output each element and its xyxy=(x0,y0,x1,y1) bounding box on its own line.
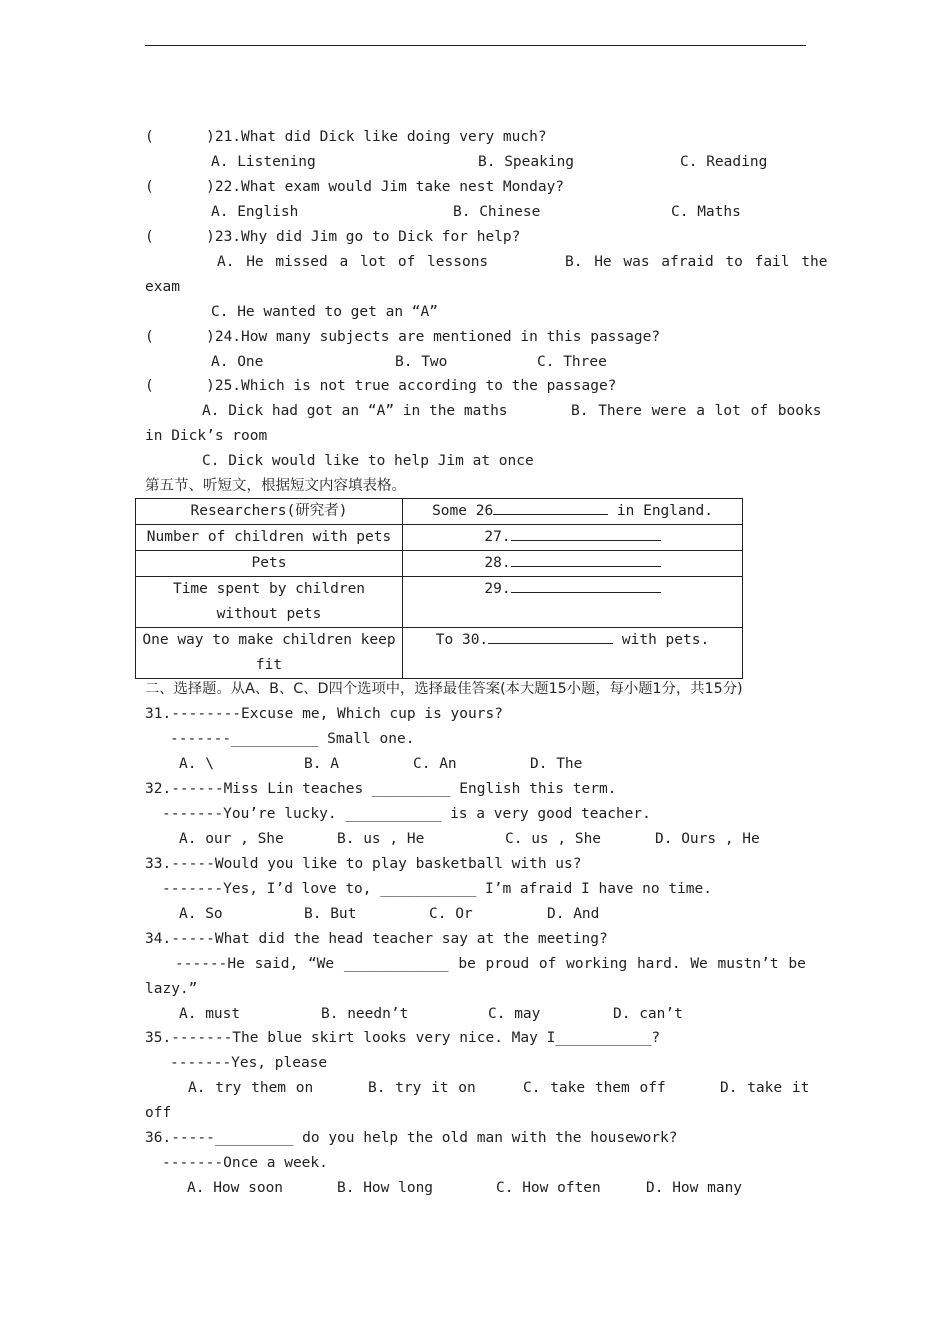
option-36c: C. How often xyxy=(496,1180,601,1196)
answer-blank-28[interactable] xyxy=(511,552,661,567)
question-31: 31.--------Excuse me, Which cup is yours? xyxy=(145,706,503,722)
option-32a: A. our , She xyxy=(179,831,284,847)
option-31d: D. The xyxy=(530,756,583,772)
table-cell: To 30. with pets. xyxy=(403,628,743,679)
option-32d: D. Ours , He xyxy=(655,831,760,847)
option-34b: B. needn’t xyxy=(321,1006,409,1022)
header-rule xyxy=(145,45,806,46)
option-34c: C. may xyxy=(488,1006,541,1022)
option-24a: A. One xyxy=(211,354,264,370)
table-cell: 27. xyxy=(403,525,743,551)
option-25a: A. Dick had got an “A” in the maths xyxy=(202,403,508,419)
option-22c: C. Maths xyxy=(671,204,741,220)
reply-34-cont: lazy.” xyxy=(145,981,198,997)
fill-in-table xyxy=(135,498,743,679)
table-cell: Time spent by children without pets xyxy=(136,577,403,628)
table-cell: Pets xyxy=(136,551,403,577)
option-35a: A. try them on xyxy=(188,1080,314,1096)
answer-blank-29[interactable] xyxy=(511,578,661,593)
table-cell: 28. xyxy=(403,551,743,577)
table-row xyxy=(136,525,743,551)
table-cell: Researchers(研究者) xyxy=(136,499,403,525)
option-31a: A. \ xyxy=(179,756,214,772)
option-23b-cont: exam xyxy=(145,279,180,295)
option-24c: C. Three xyxy=(537,354,607,370)
question-34: 34.-----What did the head teacher say at the meeting? xyxy=(145,931,608,947)
option-35c: C. take them off xyxy=(523,1080,666,1096)
question-25: ( )25.Which is not true according to the passage? xyxy=(145,378,617,394)
option-21a: A. Listening xyxy=(211,154,316,170)
table-cell: Number of children with pets xyxy=(136,525,403,551)
option-32c: C. us , She xyxy=(505,831,602,847)
reply-34: ------He said, “We ____________ be proud of working hard. We mustn’t be xyxy=(175,956,806,972)
question-22: ( )22.What exam would Jim take nest Monday? xyxy=(145,179,565,195)
table-row xyxy=(136,577,743,628)
option-23b: B. He was afraid to fail the xyxy=(565,254,828,270)
option-34a: A. must xyxy=(179,1006,241,1022)
table-cell: 29. xyxy=(403,577,743,628)
question-35: 35.-------The blue skirt looks very nice. May I___________? xyxy=(145,1030,661,1046)
option-22a: A. English xyxy=(211,204,299,220)
option-23a: A. He missed a lot of lessons xyxy=(217,254,489,270)
option-22b: B. Chinese xyxy=(453,204,541,220)
option-36a: A. How soon xyxy=(187,1180,284,1196)
option-33d: D. And xyxy=(547,906,600,922)
table-cell: One way to make children keep fit xyxy=(136,628,403,679)
reply-35: -------Yes, please xyxy=(170,1055,328,1071)
option-25c: C. Dick would like to help Jim at once xyxy=(202,453,534,469)
table-row xyxy=(136,499,743,525)
option-25b: B. There were a lot of books xyxy=(571,403,822,419)
question-32: 32.------Miss Lin teaches _________ English this term. xyxy=(145,781,617,797)
option-32b: B. us , He xyxy=(337,831,425,847)
table-row xyxy=(136,551,743,577)
option-21c: C. Reading xyxy=(680,154,768,170)
answer-blank-27[interactable] xyxy=(511,526,661,541)
section-2-heading: 二、选择题。从A、B、C、D四个选项中，选择最佳答案(本大题15小题，每小题1分，共15分) xyxy=(145,681,743,697)
question-33: 33.-----Would you like to play basketball with us? xyxy=(145,856,582,872)
option-31c: C. An xyxy=(413,756,457,772)
option-36b: B. How long xyxy=(337,1180,434,1196)
table-row xyxy=(136,628,743,679)
reply-36: -------Once a week. xyxy=(162,1155,328,1171)
option-34d: D. can’t xyxy=(613,1006,683,1022)
option-33a: A. So xyxy=(179,906,223,922)
option-33b: B. But xyxy=(304,906,357,922)
reply-31: -------__________ Small one. xyxy=(170,731,415,747)
option-35d: D. take it xyxy=(720,1080,810,1096)
reply-33: -------Yes, I’d love to, ___________ I’m afraid I have no time. xyxy=(162,881,712,897)
option-25b-cont: in Dick’s room xyxy=(145,428,268,444)
option-33c: C. Or xyxy=(429,906,473,922)
option-21b: B. Speaking xyxy=(478,154,575,170)
option-36d: D. How many xyxy=(646,1180,743,1196)
reply-32: -------You’re lucky. ___________ is a very good teacher. xyxy=(162,806,651,822)
table-cell: Some 26 in England. xyxy=(403,499,743,525)
question-36: 36.-----_________ do you help the old man with the housework? xyxy=(145,1130,678,1146)
answer-blank-30[interactable] xyxy=(488,629,613,644)
option-31b: B. A xyxy=(304,756,339,772)
question-21: ( )21.What did Dick like doing very much? xyxy=(145,129,547,145)
question-24: ( )24.How many subjects are mentioned in this passage? xyxy=(145,329,661,345)
option-35d-cont: off xyxy=(145,1105,172,1121)
section-5-heading: 第五节、听短文，根据短文内容填表格。 xyxy=(145,478,406,494)
answer-blank-26[interactable] xyxy=(493,500,608,515)
question-23: ( )23.Why did Jim go to Dick for help? xyxy=(145,229,521,245)
option-24b: B. Two xyxy=(395,354,448,370)
option-35b: B. try it on xyxy=(368,1080,476,1096)
option-23c: C. He wanted to get an “A” xyxy=(211,304,438,320)
